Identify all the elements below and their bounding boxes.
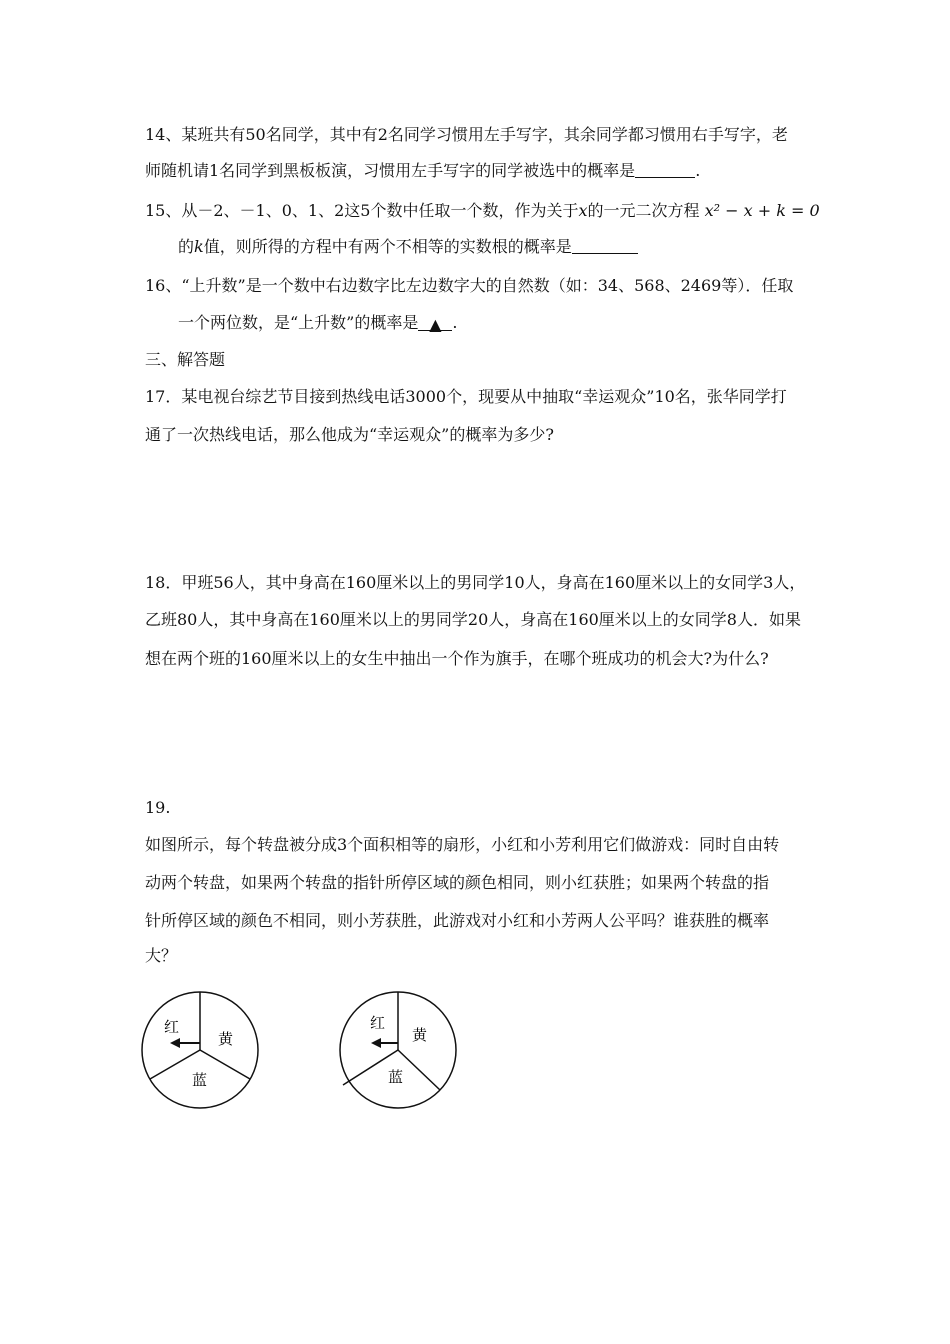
q15-line2-text: 值，则所得的方程中有两个不相等的实数根的概率是 bbox=[203, 237, 572, 256]
q16-line2 bbox=[178, 312, 457, 334]
q16-answer-symbol: ▲ bbox=[429, 315, 442, 334]
spinner-2-label-yellow: 黄 bbox=[412, 1026, 428, 1044]
spinner-1-pointer-arrowhead bbox=[170, 1038, 180, 1048]
spinner-1 bbox=[140, 990, 260, 1110]
q15-var-k: k bbox=[194, 237, 204, 256]
q14-answer-blank[interactable] bbox=[635, 161, 695, 178]
q19-line4: 大？ bbox=[145, 946, 178, 965]
q18-line3: 想在两个班的160厘米以上的女生中抽出一个作为旗手，在哪个班成功的机会大?为什么? bbox=[145, 649, 769, 668]
q15-line2-pre: 的 bbox=[178, 237, 195, 256]
q14-end: . bbox=[695, 161, 701, 180]
q19-line3: 针所停区域的颜色不相同，则小芳获胜，此游戏对小红和小芳两人公平吗？谁获胜的概率 bbox=[145, 911, 770, 930]
spinner-2-label-red: 红 bbox=[370, 1014, 386, 1032]
q14-line1: 14、某班共有50名同学，其中有2名同学习惯用左手写字，其余同学都习惯用右手写字，老 bbox=[145, 125, 788, 144]
q15-line1 bbox=[145, 200, 820, 222]
spinner-1-label-red: 红 bbox=[164, 1018, 180, 1036]
q14-line2-text: 师随机请1名同学到黑板板演，习惯用左手写字的同学被选中的概率是 bbox=[145, 161, 636, 180]
q15-answer-blank[interactable] bbox=[572, 237, 638, 254]
spinner-2-graphic bbox=[338, 990, 458, 1110]
q16-end: . bbox=[452, 313, 458, 332]
q19-line2: 动两个转盘，如果两个转盘的指针所停区域的颜色相同，则小红获胜；如果两个转盘的指 bbox=[145, 873, 770, 892]
section3-title: 三、解答题 bbox=[145, 350, 226, 369]
spinner-1-label-blue: 蓝 bbox=[192, 1071, 208, 1089]
q19-line1: 如图所示，每个转盘被分成3个面积相等的扇形，小红和小芳利用它们做游戏：同时自由转 bbox=[145, 835, 780, 854]
spinner-2-label-blue: 蓝 bbox=[388, 1068, 404, 1086]
q16-answer-blank[interactable] bbox=[418, 314, 452, 334]
q19-number: 19. bbox=[145, 798, 171, 817]
spinner-2-divider-right bbox=[398, 1050, 440, 1090]
spinner-1-divider-right bbox=[200, 1050, 250, 1079]
q15-equation: x² − x + k = 0 bbox=[704, 201, 820, 220]
spinner-2-pointer-arrowhead bbox=[371, 1038, 381, 1048]
q17-line2: 通了一次热线电话，那么他成为“幸运观众”的概率为多少? bbox=[145, 425, 554, 444]
q15-var-x: x bbox=[578, 201, 588, 220]
q14-line2 bbox=[145, 160, 700, 182]
q17-line1: 17．某电视台综艺节目接到热线电话3000个，现要从中抽取“幸运观众”10名，张华同学打 bbox=[145, 387, 787, 406]
q16-line2-text: 一个两位数，是“上升数”的概率是 bbox=[178, 313, 419, 332]
q15-line1-mid: 的一元二次方程 bbox=[587, 201, 700, 220]
q18-line2: 乙班80人，其中身高在160厘米以上的男同学20人，身高在160厘米以上的女同学8人．如果 bbox=[145, 610, 801, 629]
q18-line1: 18．甲班56人，其中身高在160厘米以上的男同学10人，身高在160厘米以上的女同学3人， bbox=[145, 573, 806, 592]
q15-line2 bbox=[178, 236, 638, 258]
q16-line1: 16、“上升数”是一个数中右边数字比左边数字大的自然数（如：34、568、2469等）．任取 bbox=[145, 276, 794, 295]
q15-line1-pre: 15、从－2、－1、0、1、2这5个数中任取一个数，作为关于 bbox=[145, 201, 579, 220]
spinner-2 bbox=[338, 990, 458, 1110]
spinner-1-graphic bbox=[140, 990, 260, 1110]
spinner-1-label-yellow: 黄 bbox=[218, 1030, 234, 1048]
